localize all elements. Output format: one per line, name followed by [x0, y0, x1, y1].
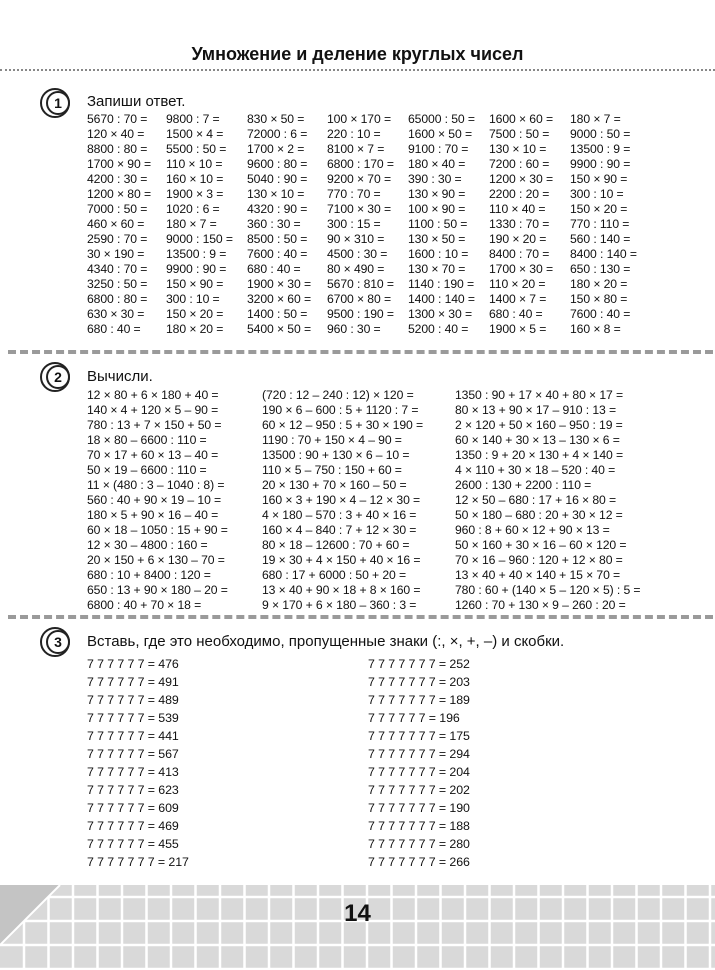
task2-exercise: 2 × 120 + 50 × 160 – 950 : 19 = — [455, 418, 623, 432]
task2-exercise: 50 × 19 – 6600 : 110 = — [87, 463, 207, 477]
task2-exercise: 13 × 40 + 40 × 140 + 15 × 70 = — [455, 568, 621, 582]
task3-exercise: 7 7 7 7 7 7 = 196 — [368, 711, 460, 725]
task1-exercise: 1300 × 30 = — [408, 307, 472, 321]
task1-exercise: 110 × 10 = — [166, 157, 223, 171]
task3-exercise: 7 7 7 7 7 7 7 = 204 — [368, 765, 470, 779]
task2-exercise: 4 × 110 + 30 × 18 – 520 : 40 = — [455, 463, 616, 477]
task2-exercise: 650 : 13 + 90 × 180 – 20 = — [87, 583, 228, 597]
title-divider — [0, 69, 715, 71]
task1-exercise: 150 × 90 = — [570, 172, 628, 186]
task3-exercise: 7 7 7 7 7 7 = 491 — [87, 675, 179, 689]
task1-exercise: 1600 : 10 = — [408, 247, 469, 261]
task-3-badge — [40, 627, 68, 655]
task1-exercise: 1900 × 5 = — [489, 322, 547, 336]
task1-exercise: 100 × 90 = — [408, 202, 466, 216]
task2-exercise: 50 × 160 + 30 × 16 – 60 × 120 = — [455, 538, 627, 552]
task3-exercise: 7 7 7 7 7 7 = 609 — [87, 801, 179, 815]
task2-exercise: 12 × 50 – 680 : 17 + 16 × 80 = — [455, 493, 616, 507]
task2-exercise: 12 × 30 – 4800 : 160 = — [87, 538, 208, 552]
task1-exercise: 7000 : 50 = — [87, 202, 148, 216]
task1-exercise: 110 × 20 = — [489, 277, 546, 291]
task2-exercise: 960 : 8 + 60 × 12 + 90 × 13 = — [455, 523, 610, 537]
task2-exercise: 6800 : 40 + 70 × 18 = — [87, 598, 202, 612]
task3-exercise: 7 7 7 7 7 7 = 413 — [87, 765, 179, 779]
task1-exercise: 1100 : 50 = — [408, 217, 468, 231]
task3-exercise: 7 7 7 7 7 7 = 539 — [87, 711, 179, 725]
task1-exercise: 2200 : 20 = — [489, 187, 550, 201]
task3-exercise: 7 7 7 7 7 7 7 = 203 — [368, 675, 470, 689]
task2-exercise: 60 × 18 – 1050 : 15 + 90 = — [87, 523, 228, 537]
task1-exercise: 770 : 110 = — [570, 217, 630, 231]
task1-exercise: 7500 : 50 = — [489, 127, 550, 141]
task2-exercise: 160 × 3 + 190 × 4 – 12 × 30 = — [262, 493, 421, 507]
task1-exercise: 1200 × 30 = — [489, 172, 553, 186]
task1-exercise: 1140 : 190 = — [408, 277, 475, 291]
task1-exercise: 1900 × 30 = — [247, 277, 311, 291]
task3-exercise: 7 7 7 7 7 7 = 567 — [87, 747, 179, 761]
task3-exercise: 7 7 7 7 7 7 7 = 175 — [368, 729, 470, 743]
task1-exercise: 9800 : 7 = — [166, 112, 220, 126]
task-3-heading: Вставь, где это необходимо, пропущенные знаки (:, ×, +, –) и скобки. — [87, 633, 565, 650]
task1-exercise: 65000 : 50 = — [408, 112, 475, 126]
task1-exercise: 960 : 30 = — [327, 322, 381, 336]
task1-exercise: 300 : 10 = — [166, 292, 220, 306]
task1-exercise: 1400 × 7 = — [489, 292, 547, 306]
task2-exercise: 70 × 17 + 60 × 13 – 40 = — [87, 448, 219, 462]
task1-exercise: 1700 × 2 = — [247, 142, 305, 156]
task1-exercise: 90 × 310 = — [327, 232, 385, 246]
task2-exercise: 180 × 5 + 90 × 16 – 40 = — [87, 508, 219, 522]
section-divider — [8, 350, 713, 354]
task1-exercise: 130 × 10 = — [247, 187, 305, 201]
task1-exercise: 4500 : 30 = — [327, 247, 388, 261]
section-divider — [8, 615, 713, 619]
task-2-number: 2 — [46, 365, 70, 389]
task2-exercise: 780 : 13 + 7 × 150 + 50 = — [87, 418, 222, 432]
task1-exercise: 4200 : 30 = — [87, 172, 148, 186]
task1-column — [570, 112, 637, 337]
task2-exercise: 80 × 18 – 12600 : 70 + 60 = — [262, 538, 410, 552]
task2-exercise: 9 × 170 + 6 × 180 – 360 : 3 = — [262, 598, 417, 612]
task1-exercise: 180 × 7 = — [570, 112, 621, 126]
task1-exercise: 1900 × 3 = — [166, 187, 224, 201]
page-number: 14 — [344, 900, 371, 927]
task3-exercise: 7 7 7 7 7 7 7 = 188 — [368, 819, 470, 833]
task1-exercise: 4320 : 90 = — [247, 202, 308, 216]
task1-column — [247, 112, 311, 337]
task3-exercise: 7 7 7 7 7 7 7 = 252 — [368, 657, 470, 671]
task1-exercise: 770 : 70 = — [327, 187, 381, 201]
task1-exercise: 1500 × 4 = — [166, 127, 224, 141]
task1-exercise: 1330 : 70 = — [489, 217, 550, 231]
task1-exercise: 1700 × 90 = — [87, 157, 151, 171]
task1-exercise: 13500 : 9 = — [166, 247, 227, 261]
task1-exercise: 130 × 70 = — [408, 262, 466, 276]
task2-exercise: 140 × 4 + 120 × 5 – 90 = — [87, 403, 219, 417]
task2-exercise: (720 : 12 – 240 : 12) × 120 = — [262, 388, 414, 402]
task2-exercise: 560 : 40 + 90 × 19 – 10 = — [87, 493, 222, 507]
task1-exercise: 100 × 170 = — [327, 112, 391, 126]
task3-exercise: 7 7 7 7 7 7 7 = 189 — [368, 693, 470, 707]
task1-exercise: 460 × 60 = — [87, 217, 145, 231]
task2-exercise: 20 × 150 + 6 × 130 – 70 = — [87, 553, 225, 567]
task1-exercise: 150 × 20 = — [570, 202, 628, 216]
task2-column — [262, 388, 423, 613]
task1-column — [489, 112, 553, 337]
task1-column — [166, 112, 233, 337]
task1-exercise: 9200 × 70 = — [327, 172, 391, 186]
task3-column — [87, 655, 189, 871]
task1-exercise: 130 × 10 = — [489, 142, 547, 156]
task1-exercise: 9500 : 190 = — [327, 307, 394, 321]
task1-exercise: 9600 : 80 = — [247, 157, 308, 171]
task1-exercise: 1400 : 50 = — [247, 307, 308, 321]
task1-exercise: 180 × 20 = — [570, 277, 628, 291]
task3-exercise: 7 7 7 7 7 7 7 = 190 — [368, 801, 470, 815]
task3-exercise: 7 7 7 7 7 7 = 623 — [87, 783, 179, 797]
task1-exercise: 1020 : 6 = — [166, 202, 220, 216]
task2-column — [455, 388, 640, 613]
task1-exercise: 680 : 40 = — [247, 262, 301, 276]
task3-exercise: 7 7 7 7 7 7 7 = 280 — [368, 837, 470, 851]
task1-exercise: 8100 × 7 = — [327, 142, 385, 156]
task2-exercise: 2600 : 130 + 2200 : 110 = — [455, 478, 592, 492]
task1-exercise: 560 : 140 = — [570, 232, 631, 246]
task2-exercise: 1260 : 70 + 130 × 9 – 260 : 20 = — [455, 598, 626, 612]
task1-exercise: 130 × 90 = — [408, 187, 466, 201]
task2-column — [87, 388, 228, 613]
task1-exercise: 13500 : 9 = — [570, 142, 631, 156]
task1-exercise: 6800 : 170 = — [327, 157, 394, 171]
task1-exercise: 5670 : 810 = — [327, 277, 394, 291]
task1-exercise: 650 : 130 = — [570, 262, 631, 276]
task2-exercise: 12 × 80 + 6 × 180 + 40 = — [87, 388, 219, 402]
task2-exercise: 18 × 80 – 6600 : 110 = — [87, 433, 207, 447]
task1-exercise: 9900 : 90 = — [166, 262, 227, 276]
task3-exercise: 7 7 7 7 7 7 = 476 — [87, 657, 179, 671]
task1-exercise: 180 × 20 = — [166, 322, 224, 336]
task1-exercise: 180 × 40 = — [408, 157, 466, 171]
task1-exercise: 110 × 40 = — [489, 202, 546, 216]
task1-exercise: 5040 : 90 = — [247, 172, 308, 186]
task-1-badge — [40, 88, 68, 116]
task1-exercise: 30 × 190 = — [87, 247, 145, 261]
task1-exercise: 1200 × 80 = — [87, 187, 151, 201]
task1-column — [87, 112, 151, 337]
task2-exercise: 60 × 12 – 950 : 5 + 30 × 190 = — [262, 418, 423, 432]
task3-exercise: 7 7 7 7 7 7 = 441 — [87, 729, 179, 743]
task1-exercise: 300 : 10 = — [570, 187, 624, 201]
task1-exercise: 1700 × 30 = — [489, 262, 553, 276]
task1-exercise: 5400 × 50 = — [247, 322, 311, 336]
task2-exercise: 780 : 60 + (140 × 5 – 120 × 5) : 5 = — [455, 583, 641, 597]
task2-exercise: 20 × 130 + 70 × 160 – 50 = — [262, 478, 407, 492]
task1-exercise: 680 : 40 = — [489, 307, 543, 321]
task1-exercise: 3200 × 60 = — [247, 292, 311, 306]
task2-exercise: 1350 : 9 + 20 × 130 + 4 × 140 = — [455, 448, 624, 462]
task1-exercise: 80 × 490 = — [327, 262, 385, 276]
task-2-badge — [40, 362, 68, 390]
task1-exercise: 160 × 8 = — [570, 322, 621, 336]
task2-exercise: 11 × (480 : 3 – 1040 : 8) = — [87, 478, 225, 492]
task1-exercise: 4340 : 70 = — [87, 262, 148, 276]
task1-exercise: 150 × 80 = — [570, 292, 628, 306]
task3-exercise: 7 7 7 7 7 7 7 = 294 — [368, 747, 470, 761]
task1-exercise: 8400 : 140 = — [570, 247, 637, 261]
task3-exercise: 7 7 7 7 7 7 7 = 217 — [87, 855, 189, 869]
task2-exercise: 1190 : 70 + 150 × 4 – 90 = — [262, 433, 402, 447]
task1-exercise: 9000 : 150 = — [166, 232, 233, 246]
task1-exercise: 220 : 10 = — [327, 127, 381, 141]
task1-exercise: 72000 : 6 = — [247, 127, 308, 141]
task1-exercise: 390 : 30 = — [408, 172, 462, 186]
task1-exercise: 680 : 40 = — [87, 322, 141, 336]
task2-exercise: 680 : 17 + 6000 : 50 + 20 = — [262, 568, 407, 582]
task2-exercise: 60 × 140 + 30 × 13 – 130 × 6 = — [455, 433, 620, 447]
page-title: Умножение и деление круглых чисел — [191, 44, 524, 64]
task-2-heading: Вычисли. — [87, 368, 153, 385]
task2-exercise: 19 × 30 + 4 × 150 + 40 × 16 = — [262, 553, 421, 567]
task1-exercise: 9000 : 50 = — [570, 127, 631, 141]
task2-exercise: 4 × 180 – 570 : 3 + 40 × 16 = — [262, 508, 417, 522]
task1-exercise: 360 : 30 = — [247, 217, 301, 231]
task-1-heading: Запиши ответ. — [87, 93, 186, 110]
task3-column — [368, 655, 470, 871]
task2-exercise: 80 × 13 + 90 × 17 – 910 : 13 = — [455, 403, 616, 417]
task1-exercise: 8400 : 70 = — [489, 247, 550, 261]
task2-exercise: 190 × 6 – 600 : 5 + 1120 : 7 = — [262, 403, 419, 417]
task3-exercise: 7 7 7 7 7 7 = 455 — [87, 837, 179, 851]
task1-exercise: 8800 : 80 = — [87, 142, 148, 156]
task1-exercise: 130 × 50 = — [408, 232, 466, 246]
task2-exercise: 680 : 10 + 8400 : 120 = — [87, 568, 211, 582]
task3-exercise: 7 7 7 7 7 7 7 = 266 — [368, 855, 470, 869]
task1-exercise: 7100 × 30 = — [327, 202, 391, 216]
task1-exercise: 830 × 50 = — [247, 112, 305, 126]
task1-exercise: 7600 : 40 = — [247, 247, 308, 261]
task2-exercise: 160 × 4 – 840 : 7 + 12 × 30 = — [262, 523, 417, 537]
task-1-number: 1 — [46, 91, 70, 115]
task3-exercise: 7 7 7 7 7 7 = 469 — [87, 819, 179, 833]
task1-exercise: 1600 × 50 = — [408, 127, 472, 141]
task1-exercise: 5670 : 70 = — [87, 112, 148, 126]
task1-exercise: 7200 : 60 = — [489, 157, 550, 171]
task1-exercise: 180 × 7 = — [166, 217, 217, 231]
task1-exercise: 9900 : 90 = — [570, 157, 631, 171]
task1-exercise: 150 × 20 = — [166, 307, 224, 321]
task2-exercise: 110 × 5 – 750 : 150 + 60 = — [262, 463, 402, 477]
task1-exercise: 8500 : 50 = — [247, 232, 308, 246]
task1-exercise: 6700 × 80 = — [327, 292, 391, 306]
task1-exercise: 120 × 40 = — [87, 127, 145, 141]
task1-exercise: 160 × 10 = — [166, 172, 224, 186]
task3-exercise: 7 7 7 7 7 7 = 489 — [87, 693, 179, 707]
task1-exercise: 6800 : 80 = — [87, 292, 148, 306]
task1-exercise: 2590 : 70 = — [87, 232, 148, 246]
task1-column — [408, 112, 475, 337]
task1-exercise: 7600 : 40 = — [570, 307, 631, 321]
task1-column — [327, 112, 394, 337]
task1-exercise: 150 × 90 = — [166, 277, 224, 291]
task2-exercise: 13 × 40 + 90 × 18 + 8 × 160 = — [262, 583, 421, 597]
task2-exercise: 50 × 180 – 680 : 20 + 30 × 12 = — [455, 508, 623, 522]
task3-exercise: 7 7 7 7 7 7 7 = 202 — [368, 783, 470, 797]
task2-exercise: 70 × 16 – 960 : 120 + 12 × 80 = — [455, 553, 623, 567]
task1-exercise: 3250 : 50 = — [87, 277, 148, 291]
task-3-number: 3 — [46, 630, 70, 654]
task1-exercise: 190 × 20 = — [489, 232, 547, 246]
task1-exercise: 5200 : 40 = — [408, 322, 469, 336]
task1-exercise: 9100 : 70 = — [408, 142, 469, 156]
task1-exercise: 300 : 15 = — [327, 217, 381, 231]
task1-exercise: 630 × 30 = — [87, 307, 145, 321]
task1-exercise: 5500 : 50 = — [166, 142, 227, 156]
task1-exercise: 1400 : 140 = — [408, 292, 475, 306]
task1-exercise: 1600 × 60 = — [489, 112, 553, 126]
task2-exercise: 1350 : 90 + 17 × 40 + 80 × 17 = — [455, 388, 624, 402]
task2-exercise: 13500 : 90 + 130 × 6 – 10 = — [262, 448, 410, 462]
